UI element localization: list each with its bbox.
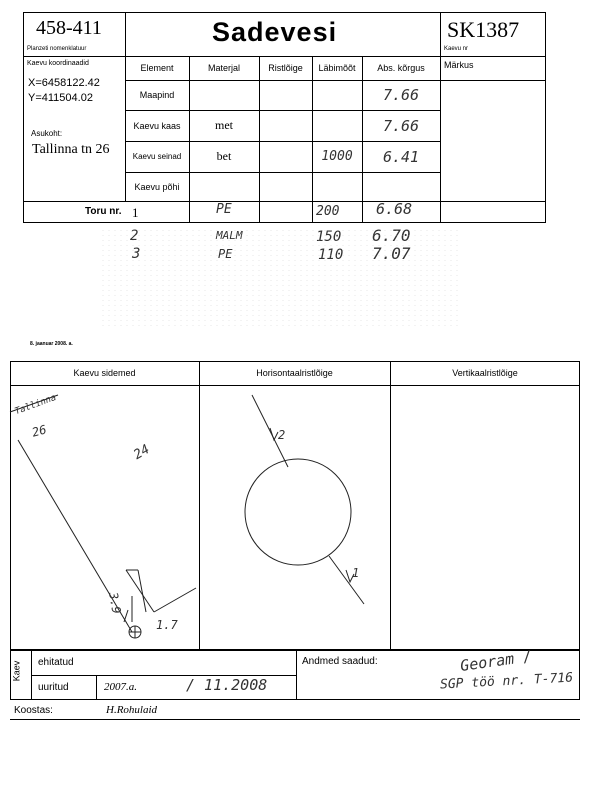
pipe-2-korgus: 6.70	[372, 226, 411, 245]
footer-side-label: Kaev	[11, 660, 22, 682]
measured-value: 2007.a.	[104, 681, 137, 693]
row-materjal-2: met	[215, 118, 233, 132]
page-title: Sadevesi	[212, 17, 338, 47]
col-labimoot: Läbimõõt	[318, 63, 356, 73]
author-label: Koostas:	[14, 705, 53, 716]
sketch-header-sidemed: Kaevu sidemed	[73, 368, 136, 378]
row-materjal-3: bet	[216, 149, 232, 163]
street-number: 26	[30, 422, 49, 440]
building-number: 24	[131, 442, 153, 463]
pipe-a-mark: 2	[278, 428, 286, 442]
source-value-2: SGP töö nr. T-716	[439, 670, 574, 693]
well-id-caption: Kaevu nr	[444, 46, 469, 52]
pipe-2-nr: 2	[130, 228, 139, 244]
row-korgus-2: 7.66	[382, 116, 420, 135]
row-element-4: Kaevu põhi	[134, 181, 180, 192]
col-element: Element	[140, 63, 174, 73]
coord-y: Y=411504.02	[28, 92, 93, 104]
pipe-3-nr: 3	[132, 246, 141, 262]
measured-label: uuritud	[38, 682, 69, 693]
pipe-1-labimoot: 200	[316, 204, 340, 219]
pipe-3-korgus: 7.07	[372, 244, 411, 263]
source-value-1: Georam /	[459, 647, 534, 675]
distance-a: 3.9	[106, 591, 124, 615]
measured-handwritten: / 11.2008	[186, 676, 268, 694]
row-element-2: Kaevu kaas	[133, 120, 181, 131]
col-korgus: Abs. kõrgus	[377, 63, 425, 73]
location-value: Tallinna tn 26	[32, 142, 110, 157]
col-materjal: Materjal	[207, 63, 240, 73]
pipe-1-materjal: PE	[216, 202, 232, 217]
pipe-3-labimoot: 110	[318, 247, 344, 263]
distance-b: 1.7	[156, 618, 178, 632]
pipe-1-korgus: 6.68	[376, 200, 413, 218]
sketch-header-vertikaal: Vertikaalristlõige	[452, 368, 518, 378]
pipe-2-materjal: MALM	[216, 229, 243, 242]
pipe-2-labimoot: 150	[316, 229, 342, 245]
sketch-header-horisontaal: Horisontaalristlõige	[256, 368, 333, 378]
coords-caption: Kaevu koordinaadid	[27, 60, 89, 67]
row-element-1: Maapind	[139, 90, 175, 100]
row-korgus-1: 7.66	[382, 86, 420, 104]
pipe-label: Toru nr.	[85, 206, 122, 217]
map-code: 458-411	[36, 17, 102, 39]
map-code-caption: Planzeti nomenklatuur	[27, 46, 87, 52]
pipe-1-nr: 1	[132, 205, 139, 220]
date-note: 8. jaanuar 2008. a.	[30, 341, 73, 347]
well-id: SK1387	[447, 17, 520, 42]
source-label: Andmed saadud:	[302, 656, 378, 667]
built-label: ehitatud	[38, 657, 74, 668]
author-value: H.Rohulaid	[106, 704, 158, 716]
row-labimoot-3: 1000	[321, 149, 353, 164]
location-caption: Asukoht:	[31, 129, 63, 138]
coord-x: X=6458122.42	[28, 77, 100, 89]
col-markus: Märkus	[444, 60, 474, 70]
street-label: Tallinna	[13, 392, 58, 418]
pipe-b-mark: 1	[352, 566, 360, 580]
pipe-3-materjal: PE	[218, 247, 233, 261]
col-ristloige: Ristlõige	[268, 63, 303, 73]
row-korgus-3: 6.41	[382, 147, 420, 166]
row-element-3: Kaevu seinad	[132, 152, 182, 161]
